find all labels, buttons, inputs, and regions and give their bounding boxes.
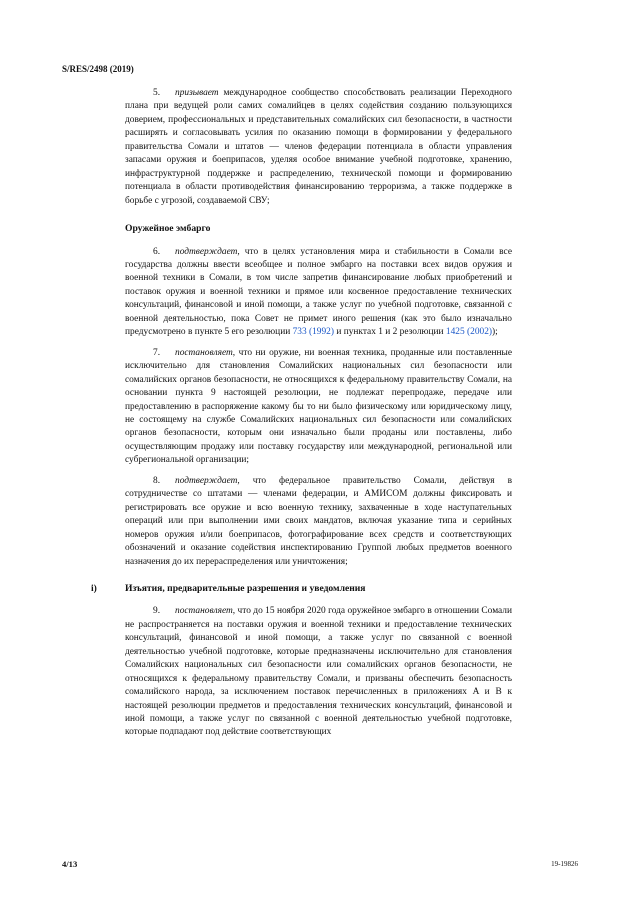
section-heading-exemptions: [91, 582, 512, 595]
paragraph-5: [125, 87, 512, 208]
paragraph-text: и пунктах 1 и 2 резолюции: [333, 327, 446, 338]
section-marker: i): [91, 582, 97, 594]
operative-verb: подтверждает: [175, 475, 238, 486]
job-number: 19-19826: [551, 860, 578, 868]
paragraph-text: международное сообщество способствовать реализации Переходного плана при ведущей роли самих сомалийцев в целях содействия созданию пользующихся доверием, профессиональных и представительных сомалийских сил безопасности, в частности расширять и согласовывать усилия по оказанию помощи в формировании у федерального правительства Сомали и штатов — членов федерации потенциала в области управления запасами оружия и боеприпасов, уделяя особое внимание учебной подготовке, хранению, инфраструктурной поддержке и распределению, технической помощи и формированию потенциала в области противодействия финансированию терроризма, а также поддержке в борьбе с угрозой, создаваемой СВУ;: [125, 88, 512, 206]
operative-verb: постановляет: [175, 606, 233, 617]
paragraph-9: [125, 605, 512, 740]
resolution-link-1425[interactable]: 1425 (2002): [445, 327, 493, 338]
paragraph-number: 9.: [153, 606, 161, 617]
paragraph-text: , что до 15 ноября 2020 года оружейное эмбарго в отношении Сомали не распространяется на поставки оружия и военной техники и предоставление технических консультаций, финансовой и иной помощи, а также услуг по связанной с военной деятельностью учебной подготовке, которые предназначены исключительно для становления Сомалийских национальных сил безопасности или сомалийских органов безопасности, не относящихся к федеральному правительству Сомали, и призваны обеспечить безопасность сомалийского народа, за исключением поставок перечисленных в приложениях A и B к настоящей резолюции предметов и предоставления технических консультаций, финансовой и иной помощи, а также услуг по связанной с военной деятельностью учебной подготовке, которые подпадают под действие соответствующих: [125, 606, 512, 738]
paragraph-number: 7.: [153, 347, 161, 358]
paragraph-text: , что в целях установления мира и стабильности в Сомали все государства должны ввести всеобщее и полное эмбарго на поставки всех видов оружия и военной техники в Сомали, в том числе запретив финансирование любых приобретений и поставок оружия и военной техники и прямое или косвенное предоставление технических консультаций, финансовой и иной помощи, а также услуг по учебной подготовке, связанной с военной деятельностью, пока Совет не примет иного решения (как это было изначально предусмотрено в пункте 5 его резолюции: [125, 246, 512, 338]
page-number: 4/13: [62, 859, 78, 869]
document-symbol: S/RES/2498 (2019): [62, 64, 134, 74]
section-heading-arms-embargo: Оружейное эмбарго: [125, 223, 211, 235]
paragraph-text: );: [492, 327, 498, 338]
paragraph-6: [125, 246, 512, 340]
section-title: Изъятия, предварительные разрешения и уведомления: [125, 582, 366, 594]
operative-verb: призывает: [175, 88, 219, 98]
paragraph-text: , что федеральное правительство Сомали, действуя в сотрудничестве со штатами — членами федерации, и АМИСОМ должны фиксировать и регистрировать все оружие и всю военную технику, захваченные в ходе наступательных операций или при выполнении ими своих мандатов, включая указание типа и серийных номеров оружия и/или боеприпасов, фотографирование всех средств и соответствующих обозначений и оказание содействия инспектированию Группой любых предметов военного назначения до их перераспределения или уничтожения;: [125, 475, 512, 567]
paragraph-text: , что ни оружие, ни военная техника, проданные или поставленные исключительно для становления Сомалийских национальных сил безопасности или сомалийских органов безопасности, не относящихся к федеральному правительству Сомали, на основании пункта 9 настоящей резолюции, не подлежат перепродаже, передаче или предоставлению в распоряжение какому бы то ни было физическому или юридическому лицу, не состоящему на службе Сомалийских национальных сил безопасности или сомалийских органов безопасности, которым они изначально были проданы или поставлены, либо осуществляющим продажу или поставку государству или международной, региональной или субрегиональной организации;: [125, 347, 512, 466]
paragraph-7: [125, 347, 512, 468]
resolution-link-733[interactable]: 733 (1992): [292, 327, 334, 338]
operative-verb: постановляет: [175, 347, 233, 358]
paragraph-number: 5.: [153, 88, 161, 98]
paragraph-number: 8.: [153, 475, 161, 486]
paragraph-number: 6.: [153, 246, 161, 257]
paragraph-8: [125, 475, 512, 569]
document-body: [91, 87, 512, 740]
operative-verb: подтверждает: [175, 246, 238, 257]
